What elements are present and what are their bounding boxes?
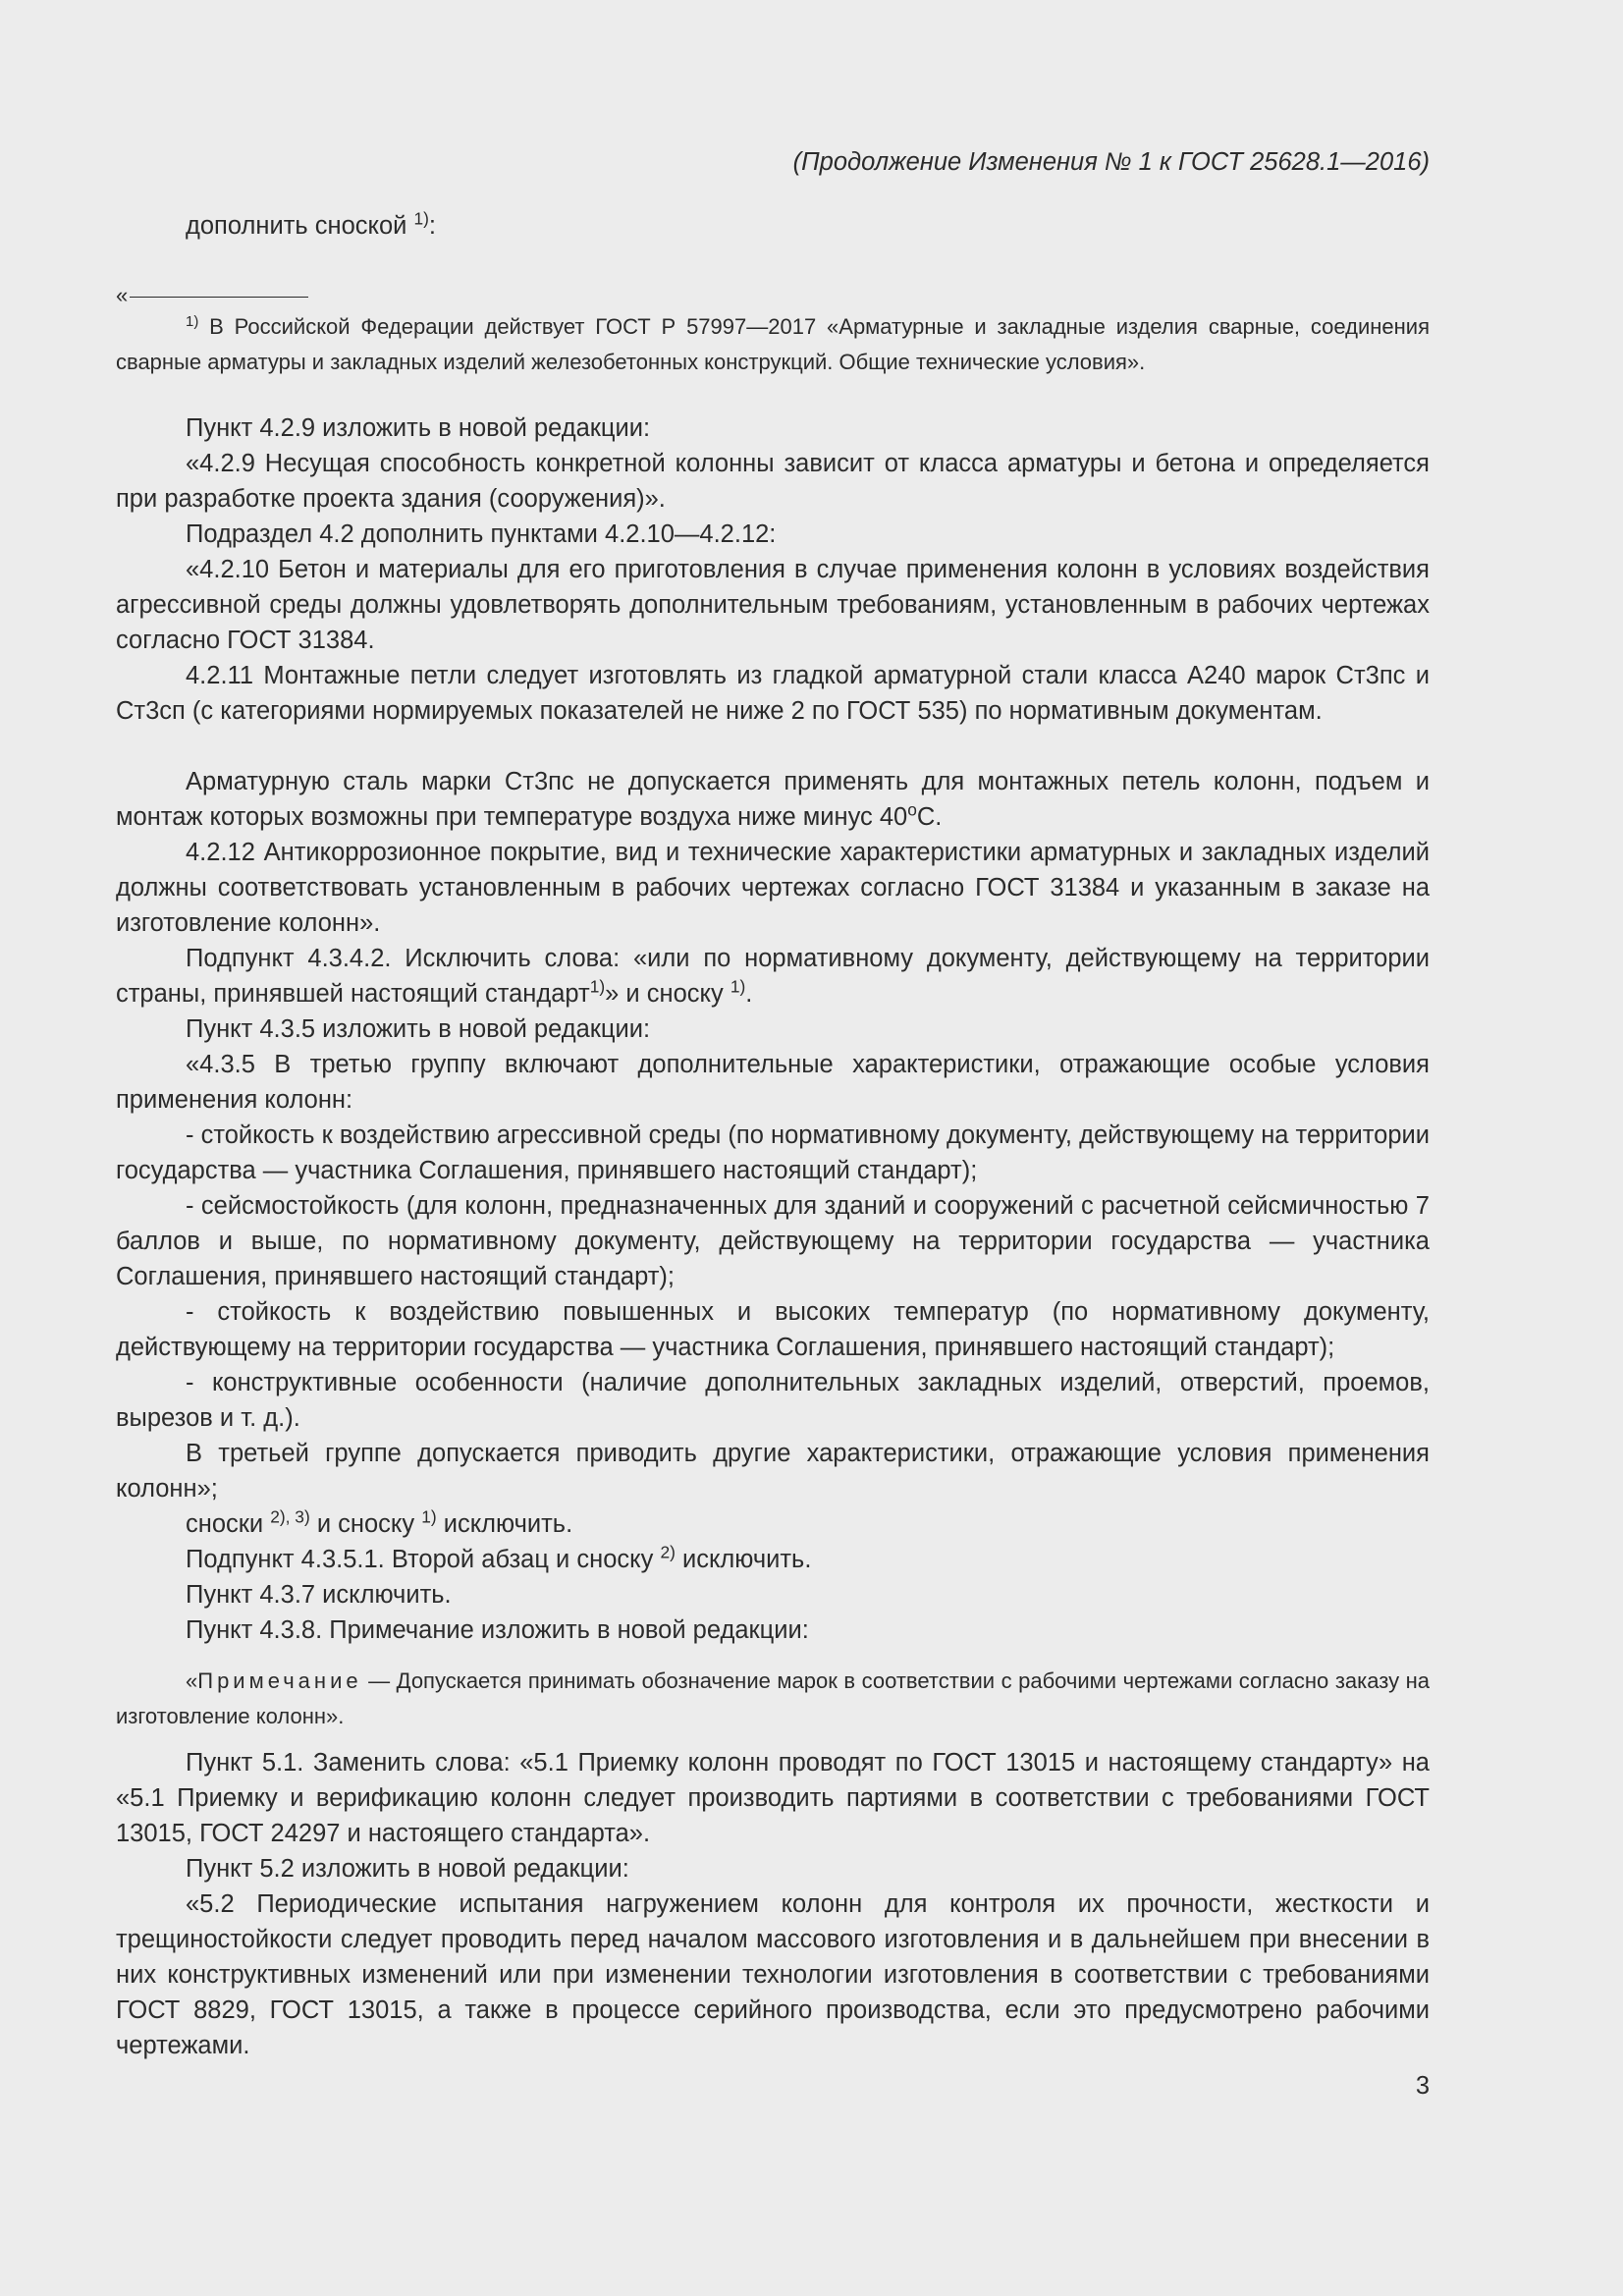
list-item: - стойкость к воздействию повышенных и высоких температур (по нормативному документу, действующему на территории государства — участника Соглашения, принявшего настоящий стандарт);	[116, 1298, 1430, 1361]
paragraph: Пункт 4.3.8. Примечание изложить в новой редакции:	[186, 1616, 809, 1644]
paragraph: Подпункт 4.3.4.2. Исключить слова: «или по нормативному документу, действующему на территории страны, принявшей настоящий стандарт$^{1)}$» и сноску $^{1)}$.	[116, 945, 1430, 1008]
note-block: «Примечание — Допускается принимать обозначение марок в соответствии с рабочими чертежами согласно заказу на изготовление колонн».	[116, 1668, 1430, 1728]
paragraph: 4.2.11 Монтажные петли следует изготовлять из гладкой арматурной стали класса А240 марок Ст3пс и Ст3сп (с категориями нормируемых показателей не ниже 2 по ГОСТ 535) по нормативным документам.	[116, 662, 1430, 725]
paragraph: сноски $^{2), 3)}$ и сноску $^{1)}$ исключить.	[186, 1506, 573, 1538]
footnote-text: $^{1)}$ В Российской Федерации действует ГОСТ Р 57997—2017 «Арматурные и закладные изделия сварные, соединения сварные арматуры и закладных изделий железобетонных конструкций. Общие технические условия».	[116, 312, 1430, 374]
paragraph: 4.2.12 Антикоррозионное покрытие, вид и технические характеристики арматурных и закладных изделий должны соответствовать установленным в рабочих чертежах согласно ГОСТ 31384 и указанным в заказе на изготовление колонн».	[116, 839, 1430, 937]
paragraph: Пункт 5.2 изложить в новой редакции:	[186, 1855, 629, 1883]
paragraph: Пункт 5.1. Заменить слова: «5.1 Приемку колонн проводят по ГОСТ 13015 и настоящему стандарту» на «5.1 Приемку и верификацию колонн следует производить партиями в соответствии с требованиями ГОСТ 13015, ГОСТ 24297 и настоящего стандарта».	[116, 1749, 1430, 1847]
paragraph: Пункт 4.3.5 изложить в новой редакции:	[186, 1015, 651, 1043]
paragraph: В третьей группе допускается приводить другие характеристики, отражающие условия применения колонн»;	[116, 1440, 1430, 1503]
paragraph: Арматурную сталь марки Ст3пс не допускается применять для монтажных петель колонн, подъем и монтаж которых возможны при температуре воздуха ниже минус $40^оС$.	[116, 768, 1430, 831]
list-item: - стойкость к воздействию агрессивной среды (по нормативному документу, действующему на территории государства — участника Соглашения, принявшего настоящий стандарт);	[116, 1121, 1430, 1184]
list-item: - конструктивные особенности (наличие дополнительных закладных изделий, отверстий, проемов, вырезов и т. д.).	[116, 1369, 1430, 1432]
list-item: - сейсмостойкость (для колонн, предназначенных для зданий и сооружений с расчетной сейсмичностью 7 баллов и выше, по нормативному документу, действующему на территории государства — участника Соглашения, принявшего настоящий стандарт);	[116, 1192, 1430, 1290]
paragraph: «5.2 Периодические испытания нагружением колонн для контроля их прочности, жесткости и трещиностойкости следует проводить перед началом массового изготовления и в дальнейшем при внесении в них конструктивных изменений или при изменении технологии изготовления в соответствии с требованиями ГОСТ 8829, ГОСТ 13015, а также в процессе серийного производства, если это предусмотрено рабочими чертежами.	[116, 1890, 1430, 2059]
running-header: (Продолжение Изменения № 1 к ГОСТ 25628.1—2016)	[792, 148, 1430, 176]
paragraph: «4.2.10 Бетон и материалы для его приготовления в случае применения колонн в условиях воздействия агрессивной среды должны удовлетворять дополнительным требованиям, установленным в рабочих чертежах согласно ГОСТ 31384.	[116, 556, 1430, 654]
paragraph: «4.3.5 В третью группу включают дополнительные характеристики, отражающие особые условия применения колонн:	[116, 1051, 1430, 1114]
paragraph: «4.2.9 Несущая способность конкретной колонны зависит от класса арматуры и бетона и определяется при разработке проекта здания (сооружения)».	[116, 450, 1430, 513]
intro-line: дополнить сноской $^{1)}$:	[186, 208, 436, 240]
footnote-rule: «	[116, 278, 308, 313]
paragraph: Подпункт 4.3.5.1. Второй абзац и сноску $^{2)}$ исключить.	[186, 1542, 812, 1573]
paragraph: Пункт 4.2.9 изложить в новой редакции:	[186, 414, 651, 442]
paragraph: Подраздел 4.2 дополнить пунктами 4.2.10—4.2.12:	[186, 520, 777, 548]
paragraph: Пункт 4.3.7 исключить.	[186, 1581, 452, 1609]
page-number: 3	[1415, 2072, 1430, 2100]
